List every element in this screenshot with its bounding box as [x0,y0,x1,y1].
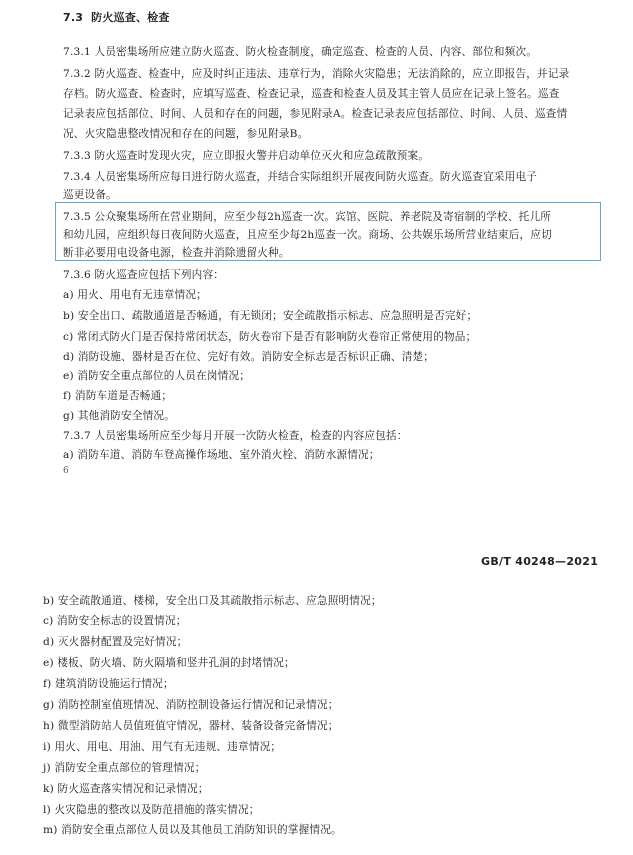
check-item-d: d) 灭火器材配置及完好情况； [43,636,188,648]
check-item-a: a) 消防车道、消防车登高操作场地、室外消火栓、消防水源情况； [63,449,380,461]
clause-7-3-6: 7.3.6 防火巡查应包括下列内容： [63,269,225,281]
list-item-f: f) 消防车道是否畅通； [63,390,173,402]
check-item-j: j) 消防安全重点部位的管理情况； [43,762,206,774]
clause-7-3-5-line1: 7.3.5 公众聚集场所在营业期间，应至少每2h巡查一次。宾馆、医院、养老院及寄宿制的学校、托儿所 [63,211,552,223]
clause-7-3-2-line3: 记录表应包括部位、时间、人员和存在的问题，参见附录A。检查记录表应包括部位、时间、人员、巡查情 [63,108,568,120]
list-item-b: b) 安全出口、疏散通道是否畅通，有无锁闭；安全疏散指示标志、应急照明是否完好； [63,310,478,322]
clause-7-3-2-line1: 7.3.2 防火巡查、检查中，应及时纠正违法、违章行为，消除火灾隐患；无法消除的，应立即报告，并记录 [63,68,570,80]
section-heading [63,11,170,25]
list-item-d: d) 消防设施、器材是否在位、完好有效。消防安全标志是否标识正确、清楚； [63,351,435,363]
clause-7-3-4-line2: 巡更设备。 [63,189,117,201]
check-item-e: e) 楼板、防火墙、防火隔墙和竖井孔洞的封堵情况； [43,657,295,669]
list-item-c: c) 常闭式防火门是否保持常闭状态，防火卷帘下是否有影响防火卷帘正常使用的物品； [63,331,477,343]
clause-7-3-1: 7.3.1 人员密集场所应建立防火巡查、防火检查制度，确定巡查、检查的人员、内容、部位和频次。 [63,46,538,58]
standard-code: GB/T 40248—2021 [481,555,599,568]
list-item-e: e) 消防安全重点部位的人员在岗情况； [63,370,251,382]
list-item-g: g) 其他消防安全情况。 [63,410,176,422]
clause-7-3-4-line1: 7.3.4 人员密集场所应每日进行防火巡查，并结合实际组织开展夜间防火巡查。防火巡查宜采用电子 [63,171,538,183]
check-item-c: c) 消防安全标志的设置情况； [43,615,187,627]
list-item-a: a) 用火、用电有无违章情况； [63,289,207,301]
section-title: 防火巡查、检查 [91,11,170,24]
check-item-g: g) 消防控制室值班情况、消防控制设备运行情况和记录情况； [43,699,339,711]
check-item-b: b) 安全疏散通道、楼梯，安全出口及其疏散指示标志、应急照明情况； [43,595,382,607]
check-item-i: i) 用火、用电、用油、用气有无违规、违章情况； [43,741,282,753]
clause-7-3-3: 7.3.3 防火巡查时发现火灾，应立即报火警并启动单位灭火和应急疏散预案。 [63,150,430,162]
clause-7-3-2-line4: 况、火灾隐患整改情况和存在的问题，参见附录B。 [63,128,309,140]
check-item-l: l) 火灾隐患的整改以及防范措施的落实情况； [43,804,260,816]
check-item-k: k) 防火巡查落实情况和记录情况； [43,783,209,795]
check-item-m: m) 消防安全重点部位人员以及其他员工消防知识的掌握情况。 [43,824,342,836]
clause-7-3-7: 7.3.7 人员密集场所应至少每月开展一次防火检查，检查的内容应包括： [63,430,408,442]
clause-7-3-5-line2: 和幼儿园，应组织每日夜间防火巡查，且应至少每2h巡查一次。商场、公共娱乐场所营业结束后，应切 [63,229,552,241]
page-number: 6 [63,466,69,476]
clause-7-3-2-line2: 存档。防火巡查、检查时，应填写巡查、检查记录，巡查和检查人员及其主管人员应在记录上签名。巡查 [63,88,560,100]
section-number: 7.3 [63,11,84,24]
clause-7-3-5-line3: 断非必要用电设备电源，检查并消除遗留火种。 [63,247,290,259]
check-item-h: h) 微型消防站人员值班值守情况，器材、装备设备完备情况； [43,720,339,732]
check-item-f: f) 建筑消防设施运行情况； [43,678,174,690]
